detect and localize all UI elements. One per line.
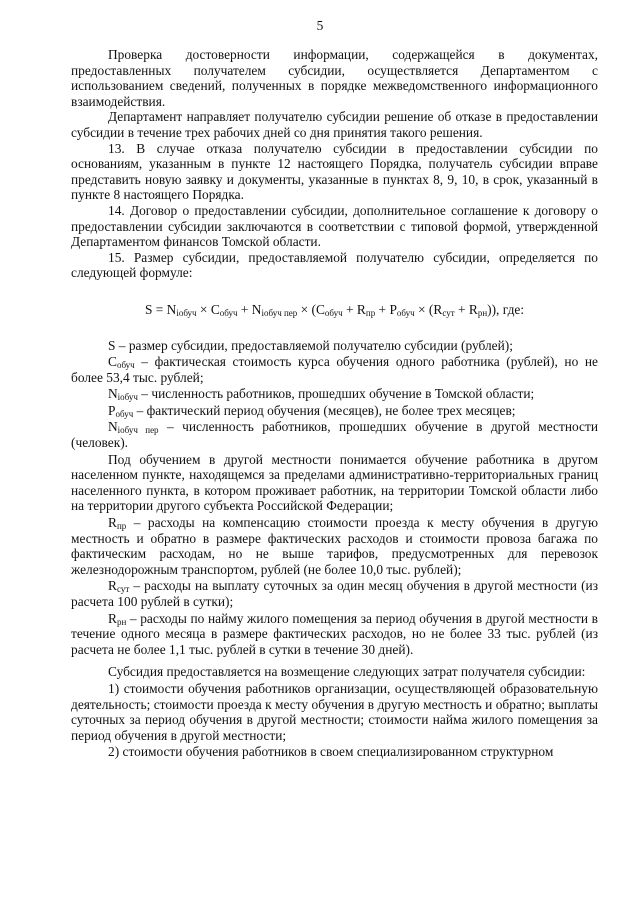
definition-text: – расходы на выплату суточных за один месяц обучения в другой местности (из расчета 100 рублей в сутки); <box>71 578 598 609</box>
formula-sub: iобуч пер <box>261 307 298 318</box>
definition-other-place: Под обучением в другой местности понимается обучение работника в другом населенном пункте, находящемся за пределами административно-территориальных границ населенного пункта, в котором проживает работник, на территории Томской области либо на территории другого субъекта Российской Федерации; <box>71 451 598 514</box>
formula-sub: iобуч <box>176 307 197 318</box>
formula-part: )), где: <box>487 301 525 317</box>
definition-r-pr <box>71 515 598 577</box>
symbol-letter: N <box>108 419 118 435</box>
definition-c-obuch <box>71 354 598 385</box>
formula-part: + N <box>237 301 262 317</box>
definition-r-rn <box>71 611 598 658</box>
formula-part: + R <box>454 301 478 317</box>
formula-part: × (C <box>297 301 325 317</box>
formula-part: × C <box>196 301 220 317</box>
symbol-subscript: сут <box>116 584 130 595</box>
symbol-subscript: iобуч пер <box>117 425 159 436</box>
formula-part: × (R <box>414 301 443 317</box>
formula-sub: обуч <box>324 307 343 318</box>
formula-sub: сут <box>442 307 455 318</box>
symbol-letter: R <box>108 578 117 594</box>
formula-s: S <box>144 301 153 317</box>
formula-sub: пр <box>365 307 376 318</box>
definition-text: – фактический период обучения (месяцев), не более трех месяцев; <box>133 402 516 418</box>
paragraph-cost-item-1: 1) стоимости обучения работников организации, осуществляющей образовательную деятельность; стоимости проезда к месту обучения в другую местность и обратно; выплаты суточных за период обучения в другой местности; стоимости найма жилого помещения за период обучения в другой местности; <box>71 680 598 743</box>
definition-text: – фактическая стоимость курса обучения одного работника (рублей), но не более 53,4 тыс. рублей; <box>71 354 598 385</box>
paragraph-refusal-notice: Департамент направляет получателю субсидии решение об отказе в предоставлении субсидии в течение трех рабочих дней со дня принятия такого решения. <box>71 109 598 140</box>
symbol-subscript: пр <box>116 521 127 532</box>
definition-text: – численность работников, прошедших обучение в Томской области; <box>137 386 535 402</box>
symbol-letter: P <box>108 402 116 418</box>
symbol-letter: R <box>108 610 117 626</box>
definition-text: – расходы по найму жилого помещения за период обучения в другой местности в течение одного месяца в размере фактических расходов, но не более 33 тыс. рублей (из расчета не более 1,1 тыс. рублей в сутки в течение 30 дней). <box>71 610 598 657</box>
symbol-letter: C <box>108 354 117 370</box>
symbol-subscript: обуч <box>116 360 135 371</box>
symbol-subscript: обуч <box>115 408 134 419</box>
definition-s: S – размер субсидии, предоставляемой получателю субсидии (рублей); <box>108 337 513 353</box>
symbol-letter: N <box>108 386 118 402</box>
symbol-letter: R <box>108 515 117 531</box>
subsidy-formula <box>71 302 598 318</box>
formula-part: + R <box>342 301 366 317</box>
paragraph-verification: Проверка достоверности информации, содержащейся в документах, предоставленных получателем субсидии, осуществляется Департаментом с использованием сведений, полученных в порядке межведомственного информационного взаимодействия. <box>71 47 598 109</box>
paragraph-14: 14. Договор о предоставлении субсидии, дополнительное соглашение к договору о предоставлении субсидии заключаются в соответствии с типовой формой, утвержденной Департаментом финансов Томской области. <box>71 202 598 250</box>
definition-p-obuch <box>71 403 598 419</box>
formula-part: = N <box>152 301 177 317</box>
symbol-subscript: iобуч <box>117 392 138 403</box>
formula-sub: обуч <box>396 307 415 318</box>
paragraph-15: 15. Размер субсидии, предоставляемой получателю субсидии, определяется по следующей формуле: <box>71 249 598 281</box>
formula-sub: рн <box>477 307 488 318</box>
definition-r-sut <box>71 578 598 609</box>
definition-n-obuch-per <box>71 419 598 450</box>
paragraph-subsidy-costs: Субсидия предоставляется на возмещение следующих затрат получателя субсидии: <box>108 664 586 680</box>
page-number: 5 <box>316 18 324 33</box>
paragraph-13: 13. В случае отказа получателю субсидии в предоставлении субсидии по основаниям, указанным в пункте 12 настоящего Порядка, получатель субсидии вправе представить новую заявку и документы, указанные в пунктах 8, 9, 10, в срок, указанный в пункте 8 настоящего Порядка. <box>71 140 598 203</box>
formula-part: + P <box>375 301 397 317</box>
symbol-subscript: рн <box>116 616 127 627</box>
definition-text: – расходы на компенсацию стоимости проезда к месту обучения в другую местность и обратно в размере фактических расходов и стоимости провоза багажа по фактическим расходам, но не выше тарифов, предусмотренных для перевозок железнодорожным транспортом, рублей (не более 10,0 тыс. рублей); <box>71 515 598 577</box>
definition-n-obuch <box>71 386 598 402</box>
formula-sub: обуч <box>219 307 238 318</box>
paragraph-cost-item-2: 2) стоимости обучения работников в своем специализированном структурном <box>108 744 554 760</box>
definition-text: – численность работников, прошедших обучение в другой местности (человек). <box>71 419 598 451</box>
document-body <box>71 47 598 760</box>
